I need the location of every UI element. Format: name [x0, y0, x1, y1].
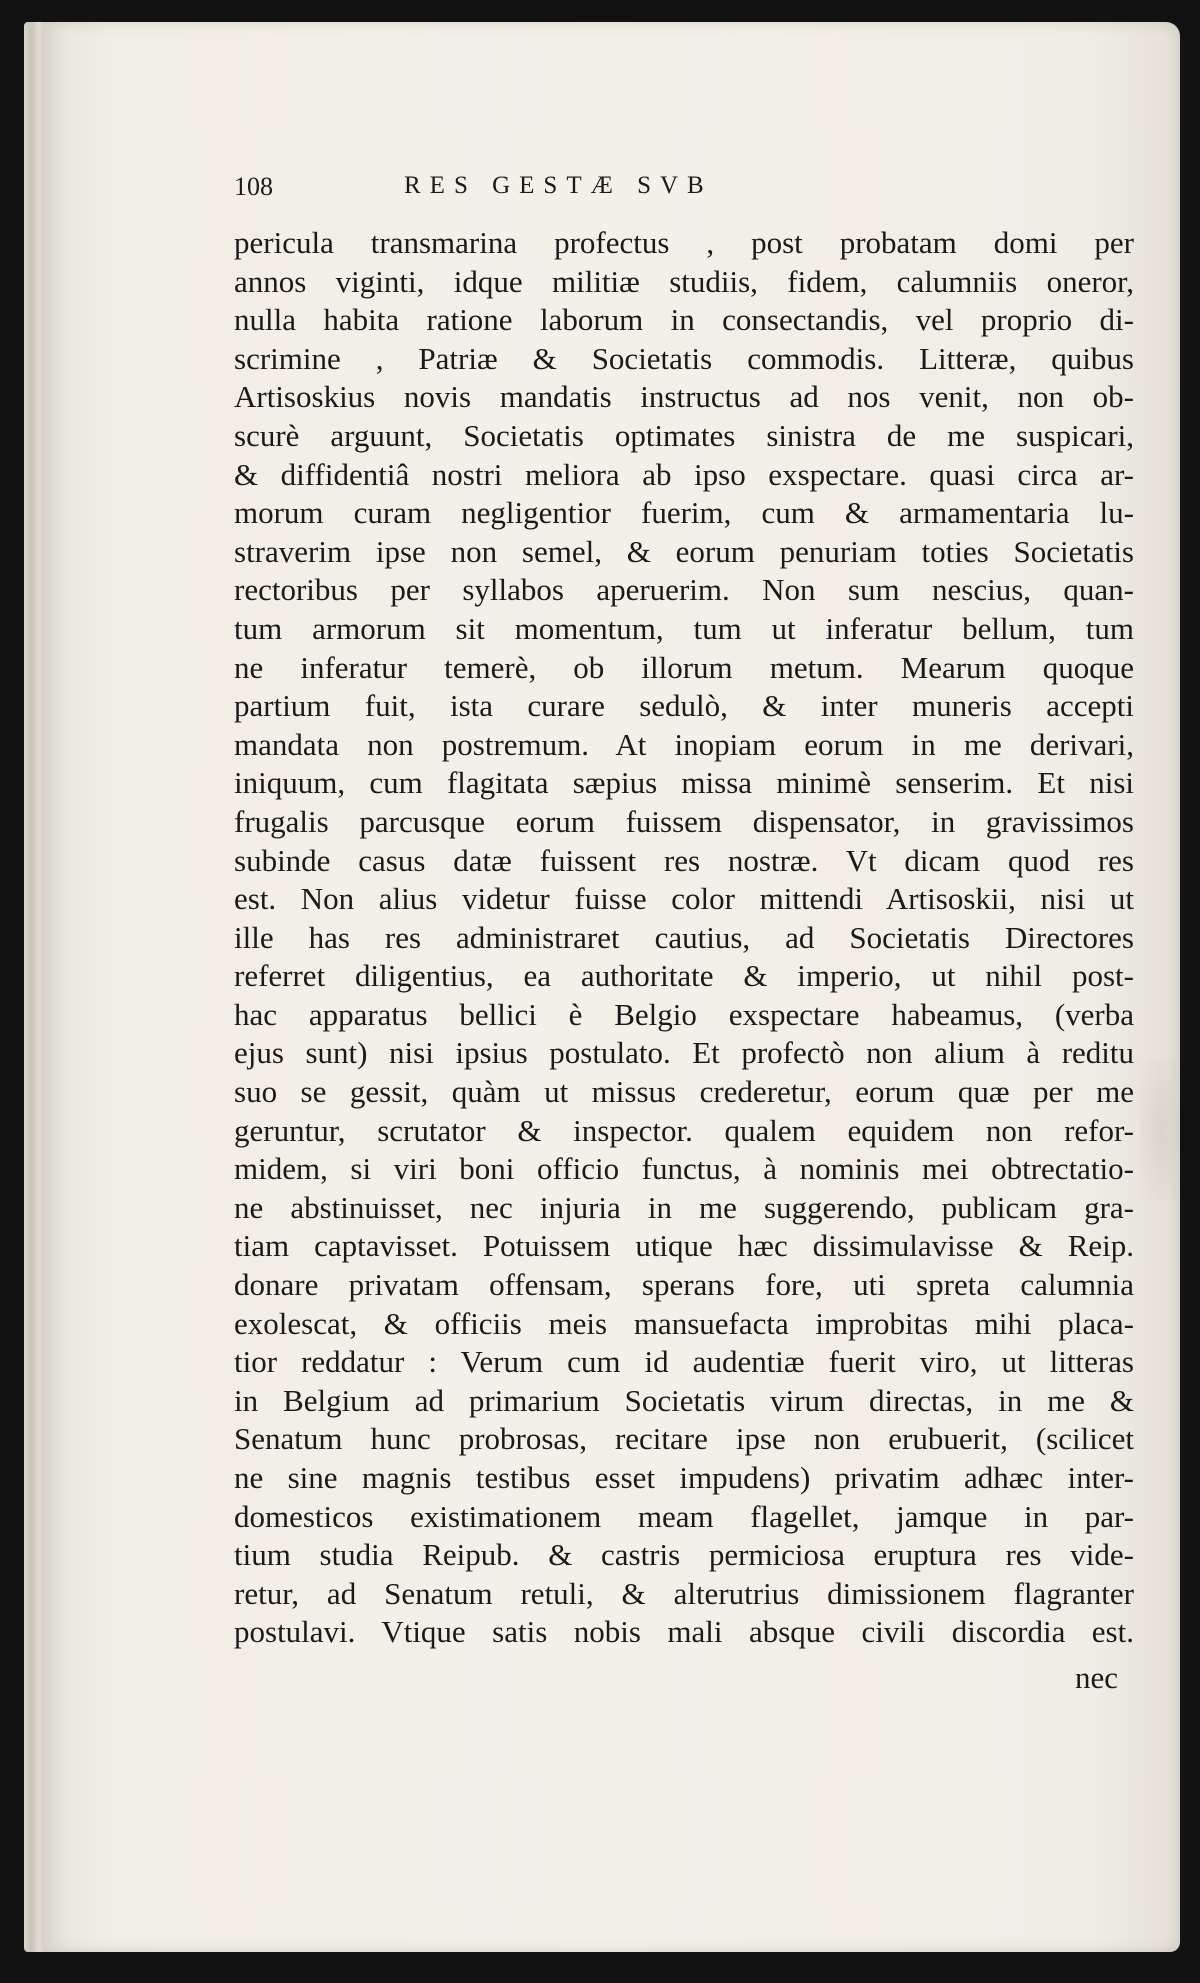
text-line: referret diligentius, ea authoritate & imperio, ut nihil post-	[234, 958, 1134, 994]
body-text	[234, 224, 1134, 1652]
catchword: nec	[1075, 1660, 1119, 1695]
text-line: tiam captavisset. Potuissem utique hæc dissimulavisse & Reip.	[234, 1228, 1134, 1264]
text-line: annos viginti, idque militiæ studiis, fidem, calumniis oneror,	[234, 263, 1134, 299]
text-line: ille has res administraret cautius, ad Societatis Directores	[234, 919, 1134, 955]
page-number: 108	[234, 172, 273, 201]
text-line: tum armorum sit momentum, tum ut inferatur bellum, tum	[234, 610, 1134, 646]
page-header	[234, 168, 894, 208]
text-line: Artisoskius novis mandatis instructus ad nos venit, non ob-	[234, 379, 1134, 415]
text-line: mandata non postremum. At inopiam eorum in me derivari,	[234, 726, 1134, 762]
text-line: & diffidentiâ nostri meliora ab ipso exspectare. quasi circa ar-	[234, 456, 1134, 492]
text-line: partium fuit, ista curare sedulò, & inter muneris accepti	[234, 688, 1134, 724]
text-line: scurè arguunt, Societatis optimates sinistra de me suspicari,	[234, 417, 1134, 453]
text-line: est. Non alius videtur fuisse color mittendi Artisoskii, nisi ut	[234, 881, 1134, 917]
text-line: morum curam negligentior fuerim, cum & armamentaria lu-	[234, 495, 1134, 531]
text-line: in Belgium ad primarium Societatis virum directas, in me &	[234, 1382, 1134, 1418]
text-line: pericula transmarina profectus , post probatam domi per	[234, 225, 1134, 260]
text-line: hac apparatus bellici è Belgio exspectare habeamus, (verba	[234, 996, 1134, 1032]
text-line: ne sine magnis testibus esset impudens) privatim adhæc inter-	[234, 1460, 1134, 1495]
text-line: midem, si viri boni officio functus, à nominis mei obtrectatio-	[234, 1151, 1134, 1187]
text-line: exolescat, & officiis meis mansuefacta improbitas mihi placa-	[234, 1305, 1134, 1341]
text-line: ne inferatur temerè, ob illorum metum. Mearum quoque	[234, 649, 1134, 685]
text-line: postulavi. Vtique satis nobis mali absque civili discordia est.	[234, 1614, 1134, 1650]
text-line: frugalis parcusque eorum fuissem dispensator, in gravissimos	[234, 803, 1134, 839]
text-line: Senatum hunc probrosas, recitare ipse non erubuerit, (scilicet	[234, 1421, 1134, 1457]
text-line: domesticos existimationem meam flagellet, jamque in par-	[234, 1498, 1134, 1534]
text-line: donare privatam offensam, sperans fore, uti spreta calumnia	[234, 1267, 1134, 1303]
ink-bleed-mark	[1140, 1060, 1180, 1200]
text-line: ne abstinuisset, nec injuria in me suggerendo, publicam gra-	[234, 1189, 1134, 1225]
text-line: tior reddatur : Verum cum id audentiæ fuerit viro, ut litteras	[234, 1344, 1134, 1380]
text-line: retur, ad Senatum retuli, & alterutrius dimissionem flagranter	[234, 1575, 1134, 1611]
text-line: geruntur, scrutator & inspector. qualem equidem non refor-	[234, 1112, 1134, 1148]
running-head: RES GESTÆ SVB	[404, 172, 713, 199]
text-line: nulla habita ratione laborum in consectandis, vel proprio di-	[234, 302, 1134, 338]
text-line: ejus sunt) nisi ipsius postulato. Et profectò non alium à reditu	[234, 1035, 1134, 1071]
text-line: straverim ipse non semel, & eorum penuriam toties Societatis	[234, 533, 1134, 569]
text-line: scrimine , Patriæ & Societatis commodis. Litteræ, quibus	[234, 340, 1134, 376]
text-line: tium studia Reipub. & castris permiciosa eruptura res vide-	[234, 1537, 1134, 1573]
text-line: subinde casus datæ fuissent res nostræ. Vt dicam quod res	[234, 842, 1134, 878]
text-line: iniquum, cum flagitata sæpius missa minimè senserim. Et nisi	[234, 765, 1134, 801]
text-line: rectoribus per syllabos aperuerim. Non sum nescius, quan-	[234, 572, 1134, 608]
text-line: suo se gessit, quàm ut missus crederetur, eorum quæ per me	[234, 1074, 1134, 1110]
